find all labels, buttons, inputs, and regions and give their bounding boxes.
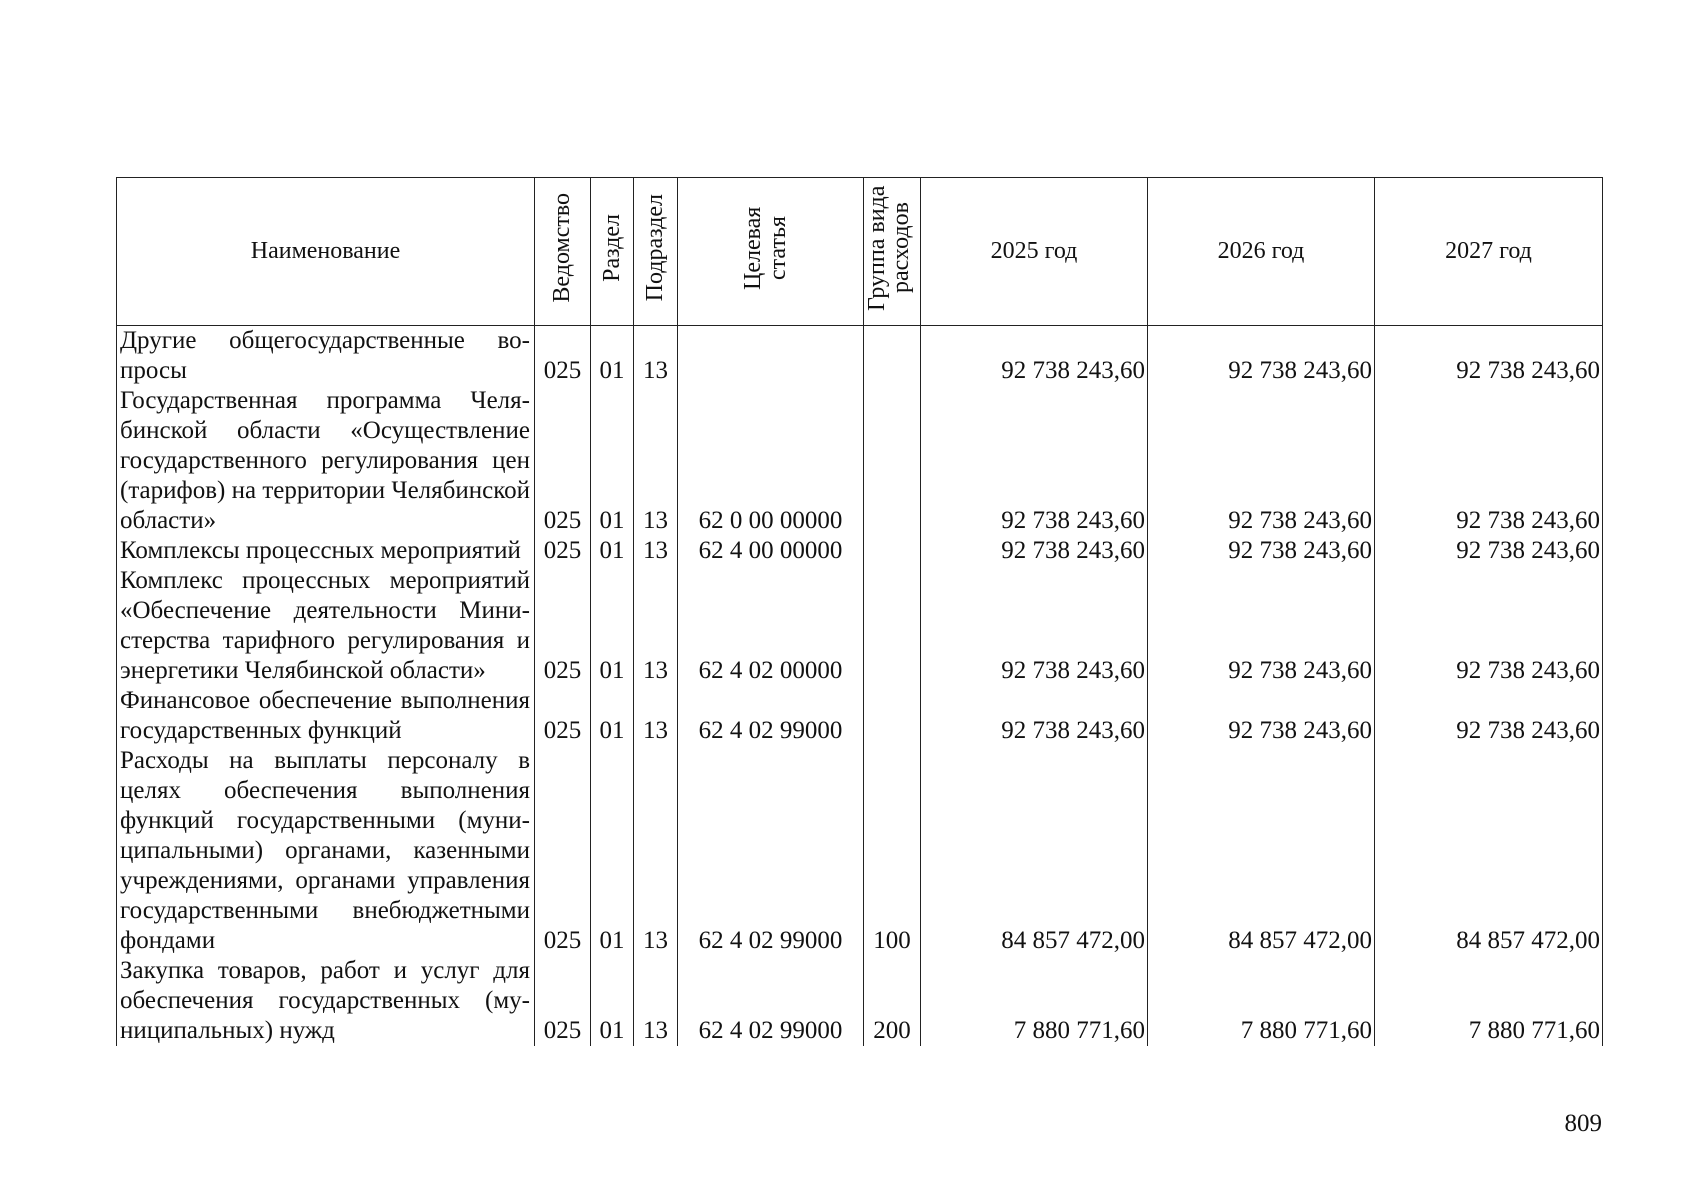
row-2027-cell: 92 738 243,60 xyxy=(1375,686,1603,746)
row-podrazdel-cell: 13 xyxy=(634,386,678,536)
header-name: Наименование xyxy=(117,178,535,326)
row-2025-cell: 92 738 243,60 xyxy=(921,686,1148,746)
row-razdel-cell: 01 xyxy=(591,566,634,686)
row-vedomstvo-cell: 025 xyxy=(535,746,591,956)
row-2026-cell: 7 880 771,60 xyxy=(1148,956,1375,1046)
row-vedomstvo-cell: 025 xyxy=(535,956,591,1046)
table-row xyxy=(117,386,1603,536)
row-gruppa-cell xyxy=(864,686,921,746)
row-celevaya-cell: 62 4 02 99000 xyxy=(678,686,864,746)
row-gruppa-cell xyxy=(864,386,921,536)
row-celevaya-cell xyxy=(678,326,864,387)
row-gruppa-cell xyxy=(864,536,921,566)
row-vedomstvo-cell: 025 xyxy=(535,536,591,566)
header-razdel: Раздел xyxy=(591,178,634,326)
row-razdel-cell: 01 xyxy=(591,956,634,1046)
header-2026: 2026 год xyxy=(1148,178,1375,326)
table-row xyxy=(117,746,1603,956)
row-2025-cell: 92 738 243,60 xyxy=(921,386,1148,536)
budget-table-container xyxy=(116,177,1602,1046)
row-podrazdel-cell: 13 xyxy=(634,326,678,387)
row-podrazdel-cell: 13 xyxy=(634,566,678,686)
row-razdel-cell: 01 xyxy=(591,686,634,746)
row-2027-cell: 84 857 472,00 xyxy=(1375,746,1603,956)
row-podrazdel-cell: 13 xyxy=(634,746,678,956)
row-vedomstvo-cell: 025 xyxy=(535,566,591,686)
row-vedomstvo-cell: 025 xyxy=(535,386,591,536)
row-name-cell: Комплекс процессных мероприятий «Обеспечение деятельности Министерства тарифного регулирования и энергетики Челябинской области» xyxy=(117,566,535,686)
header-2025: 2025 год xyxy=(921,178,1148,326)
row-2027-cell: 92 738 243,60 xyxy=(1375,566,1603,686)
header-2027: 2027 год xyxy=(1375,178,1603,326)
row-gruppa-cell: 200 xyxy=(864,956,921,1046)
row-2026-cell: 84 857 472,00 xyxy=(1148,746,1375,956)
table-row xyxy=(117,326,1603,387)
table-body xyxy=(117,326,1603,1047)
row-gruppa-cell xyxy=(864,566,921,686)
row-2025-cell: 92 738 243,60 xyxy=(921,536,1148,566)
row-name-cell: Комплексы процессных мероприятий xyxy=(117,536,535,566)
row-gruppa-cell xyxy=(864,326,921,387)
budget-table xyxy=(116,177,1603,1046)
row-celevaya-cell: 62 4 02 99000 xyxy=(678,746,864,956)
row-name-cell: Другие общегосударственные вопросы xyxy=(117,326,535,387)
row-2026-cell: 92 738 243,60 xyxy=(1148,326,1375,387)
row-2026-cell: 92 738 243,60 xyxy=(1148,566,1375,686)
header-celevaya: Целевая статья xyxy=(678,178,864,326)
row-2025-cell: 92 738 243,60 xyxy=(921,566,1148,686)
header-gruppa: Группа вида расходов xyxy=(864,178,921,326)
table-row xyxy=(117,536,1603,566)
row-vedomstvo-cell: 025 xyxy=(535,326,591,387)
row-2027-cell: 92 738 243,60 xyxy=(1375,326,1603,387)
page-number: 809 xyxy=(1564,1110,1602,1137)
row-2027-cell: 7 880 771,60 xyxy=(1375,956,1603,1046)
row-2026-cell: 92 738 243,60 xyxy=(1148,536,1375,566)
row-razdel-cell: 01 xyxy=(591,746,634,956)
header-vedomstvo: Ведомство xyxy=(535,178,591,326)
row-2025-cell: 84 857 472,00 xyxy=(921,746,1148,956)
row-2027-cell: 92 738 243,60 xyxy=(1375,536,1603,566)
row-2026-cell: 92 738 243,60 xyxy=(1148,386,1375,536)
row-celevaya-cell: 62 4 00 00000 xyxy=(678,536,864,566)
row-celevaya-cell: 62 0 00 00000 xyxy=(678,386,864,536)
row-podrazdel-cell: 13 xyxy=(634,536,678,566)
row-vedomstvo-cell: 025 xyxy=(535,686,591,746)
row-name-cell: Закупка товаров, работ и услуг для обеспечения государственных (муниципальных) нужд xyxy=(117,956,535,1046)
row-2027-cell: 92 738 243,60 xyxy=(1375,386,1603,536)
row-2026-cell: 92 738 243,60 xyxy=(1148,686,1375,746)
row-razdel-cell: 01 xyxy=(591,536,634,566)
header-podrazdel: Подраздел xyxy=(634,178,678,326)
row-2025-cell: 92 738 243,60 xyxy=(921,326,1148,387)
row-celevaya-cell: 62 4 02 00000 xyxy=(678,566,864,686)
row-2025-cell: 7 880 771,60 xyxy=(921,956,1148,1046)
row-gruppa-cell: 100 xyxy=(864,746,921,956)
row-name-cell: Государственная программа Челябинской области «Осуществление государственного регулирования цен (тарифов) на территории Челябинской области» xyxy=(117,386,535,536)
table-row xyxy=(117,956,1603,1046)
table-header-row xyxy=(117,178,1603,326)
row-razdel-cell: 01 xyxy=(591,326,634,387)
table-row xyxy=(117,566,1603,686)
row-name-cell: Расходы на выплаты персоналу в целях обеспечения выполнения функций государственными (муниципальными) органами, казенными учреждениями, органами управления государственными внебюджетными фондами xyxy=(117,746,535,956)
row-podrazdel-cell: 13 xyxy=(634,956,678,1046)
table-row xyxy=(117,686,1603,746)
row-podrazdel-cell: 13 xyxy=(634,686,678,746)
row-razdel-cell: 01 xyxy=(591,386,634,536)
row-name-cell: Финансовое обеспечение выполнения государственных функций xyxy=(117,686,535,746)
row-celevaya-cell: 62 4 02 99000 xyxy=(678,956,864,1046)
